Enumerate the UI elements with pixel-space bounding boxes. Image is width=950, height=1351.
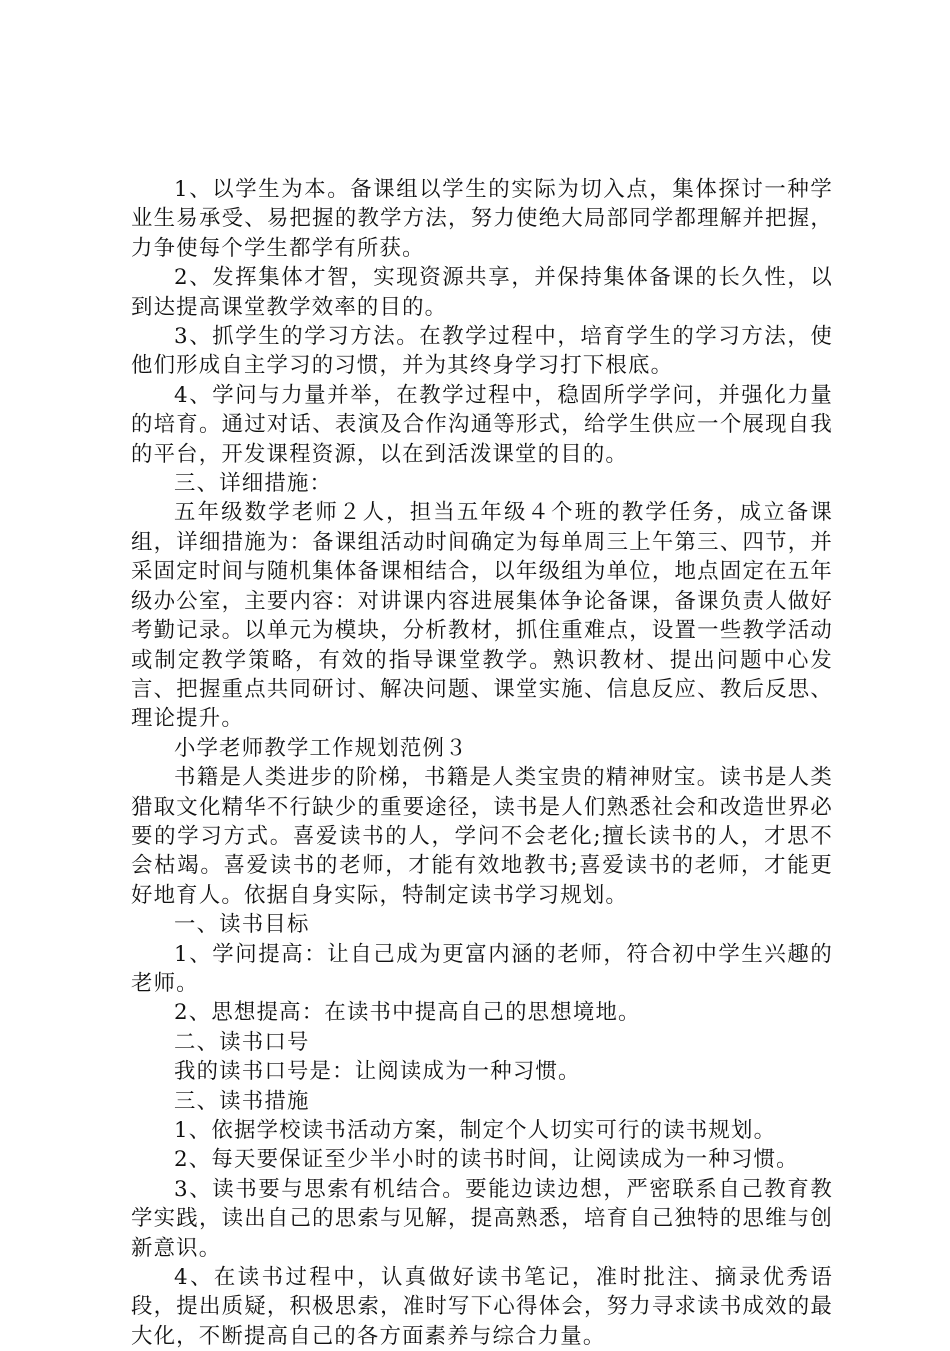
- paragraph: 我的读书口号是：让阅读成为一种习惯。: [174, 1059, 581, 1085]
- document-body: [131, 175, 833, 1351]
- section-heading: 一、读书目标: [174, 912, 310, 938]
- paragraph: 2、发挥集体才智，实现资源共享，并保持集体备课的长久性，以到达提高课堂教学效率的目的。: [131, 265, 833, 320]
- paragraph: 2、思想提高：在读书中提高自己的思想境地。: [174, 1000, 641, 1026]
- section-heading: 二、读书口号: [174, 1029, 310, 1055]
- paragraph: 1、以学生为本。备课组以学生的实际为切入点，集体探讨一种学业生易承受、易把握的教学方法，努力使绝大局部同学都理解并把握，力争使每个学生都学有所获。: [131, 177, 833, 261]
- paragraph: 1、依据学校读书活动方案，制定个人切实可行的读书规划。: [174, 1118, 777, 1143]
- paragraph: 2、每天要保证至少半小时的读书时间，让阅读成为一种习惯。: [174, 1147, 799, 1173]
- paragraph: 4、学问与力量并举，在教学过程中，稳固所学学问，并强化力量的培育。通过对话、表演及合作沟通等形式，给学生供应一个展现自我的平台，开发课程资源，以在到活泼课堂的目的。: [131, 382, 833, 467]
- paragraph: 五年级数学老师２人，担当五年级４个班的教学任务，成立备课组，详细措施为：备课组活动时间确定为每单周三上午第三、四节，并采固定时间与随机集体备课相结合，以年级组为单位，地点固定在五年级办公室，主要内容：对讲课内容进展集体争论备课，备课负责人做好考勤记录。以单元为模块，分析教材，抓住重难点，设置一些教学活动或制定教学策略，有效的指导课堂教学。熟识教材、提出问题中心发言、把握重点共同研讨、解决问题、课堂实施、信息反应、教后反思、理论提升。: [131, 500, 833, 732]
- section-heading: 三、读书措施: [174, 1088, 310, 1114]
- paragraph: 书籍是人类进步的阶梯，书籍是人类宝贵的精神财宝。读书是人类猎取文化精华不行缺少的重要途径，读书是人们熟悉社会和改造世界必要的学习方式。喜爱读书的人，学问不会老化;擅长读书的人，才思不会枯竭。喜爱读书的老师，才能有效地教书;喜爱读书的老师，才能更好地育人。依据自身实际，特制定读书学习规划。: [131, 765, 833, 908]
- paragraph: 4、在读书过程中，认真做好读书笔记，准时批注、摘录优秀语段，提出质疑，积极思索，准时写下心得体会，努力寻求读书成效的最大化，不断提高自己的各方面素养与综合力量。: [131, 1265, 833, 1349]
- section-heading: 三、详细措施：: [174, 471, 333, 497]
- paragraph: 1、学问提高：让自己成为更富内涵的老师，符合初中学生兴趣的老师。: [131, 941, 833, 996]
- example-title: 小学老师教学工作规划范例３: [174, 735, 468, 761]
- paragraph: 3、抓学生的学习方法。在教学过程中，培育学生的学习方法，使他们形成自主学习的习惯，并为其终身学习打下根底。: [131, 324, 833, 379]
- paragraph: 3、读书要与思索有机结合。要能边读边想，严密联系自己教育教学实践，读出自己的思索与见解，提高熟悉，培育自己独特的思维与创新意识。: [131, 1176, 833, 1261]
